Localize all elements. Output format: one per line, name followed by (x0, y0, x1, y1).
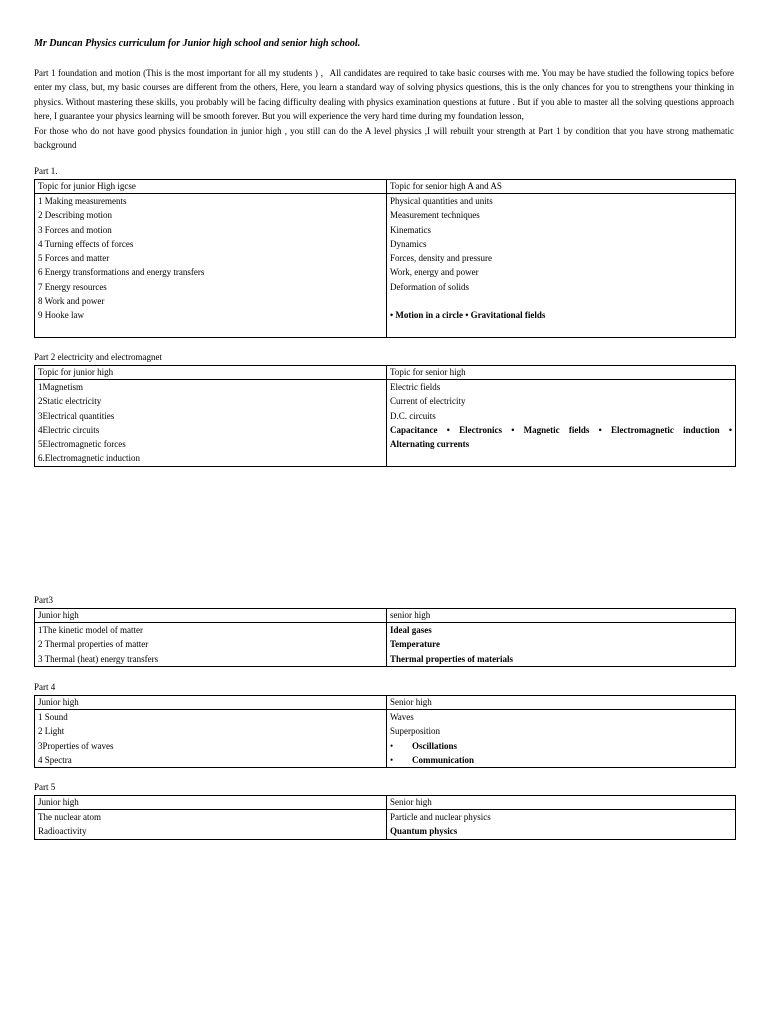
list-item: 1 Making measurements (38, 196, 127, 206)
list-item (390, 753, 732, 767)
list-item: D.C. circuits (390, 410, 436, 421)
header-senior: Senior high (387, 796, 736, 810)
senior-topics-cell (387, 194, 736, 338)
list-item-label: Oscillations (412, 740, 458, 751)
list-item-label: Communication (412, 754, 475, 765)
header-junior: Junior high (35, 796, 387, 810)
bullet-icon: • (390, 740, 394, 751)
list-item: Kinematics (390, 224, 431, 235)
list-item: Thermal properties of materials (390, 653, 514, 664)
document-title: Mr Duncan Physics curriculum for Junior high school and senior high school. (34, 38, 361, 49)
table-header-row (35, 796, 736, 810)
intro-text (34, 66, 734, 152)
junior-topics-cell (35, 810, 387, 840)
intro-paragraph-2: For those who do not have good physics foundation in junior high , you still can do the A level physics ,I will rebuilt your strength at Part 1 by condition that you have strong mathematic background (34, 125, 734, 151)
list-item: The nuclear atom (38, 812, 101, 822)
part-1-label: Part 1. (34, 166, 58, 176)
list-item: Measurement techniques (390, 210, 480, 221)
part-2-label: Part 2 electricity and electromagnet (34, 352, 162, 362)
table-header-row (35, 366, 736, 380)
list-item: 1 Sound (38, 712, 68, 722)
part-2-table (34, 365, 736, 467)
list-item: Quantum physics (390, 826, 458, 837)
header-senior: Senior high (387, 696, 736, 710)
list-item: 6 Energy transformations and energy transfers (38, 267, 205, 278)
junior-topics-cell (35, 194, 387, 338)
table-header-row (35, 609, 736, 623)
list-item: 4 Spectra (38, 754, 72, 765)
list-item: Electric fields (390, 382, 441, 392)
header-junior: Topic for junior high (35, 366, 387, 380)
list-item (390, 294, 732, 308)
header-senior: senior high (387, 609, 736, 623)
list-item: Current of electricity (390, 396, 466, 407)
table-body-row (35, 710, 736, 768)
list-item: Deformation of solids (390, 281, 469, 292)
list-item: Radioactivity (38, 826, 87, 837)
list-item: 4 Turning effects of forces (38, 238, 134, 249)
list-item: Forces, density and pressure (390, 253, 492, 264)
list-item: Waves (390, 712, 414, 722)
header-junior: Junior high (35, 696, 387, 710)
table-body-row (35, 623, 736, 667)
list-item: 1The kinetic model of matter (38, 625, 143, 635)
list-item: Dynamics (390, 238, 427, 249)
list-item: 3Electrical quantities (38, 410, 115, 421)
list-item: 7 Energy resources (38, 281, 107, 292)
list-item: 2 Describing motion (38, 210, 112, 221)
list-item: 2Static electricity (38, 396, 102, 407)
list-item: 8 Work and power (38, 296, 105, 307)
list-item: 5Electromagnetic forces (38, 439, 126, 450)
list-item: 2 Thermal properties of matter (38, 639, 149, 650)
list-item: Work, energy and power (390, 267, 479, 278)
part-4-label: Part 4 (34, 682, 56, 692)
header-junior: Junior high (35, 609, 387, 623)
intro-paragraph-1: Part 1 foundation and motion (This is the most important for all my students ) ，All candidates are required to take basic courses with me. You may be have studied the following topics before enter my class, but, my basic courses are different from the others, Here, you learn a standard way of solving physics questions, this is the only chances for you to strengthens your thinking in physics. Without mastering these skills, you probably will be facing difficulty dealing with physics examination questions at future . But if you able to master all the solving questions approach here, I guarantee your physics learning will be smooth forever. But you will experience the very hard time during my foundation lesson, (34, 68, 734, 122)
table-header-row (35, 180, 736, 194)
list-item: 9 Hooke law (38, 310, 84, 321)
header-senior: Topic for senior high A and AS (387, 180, 736, 194)
list-item: 1Magnetism (38, 382, 83, 392)
part-5-table (34, 795, 736, 840)
list-item: 5 Forces and matter (38, 253, 110, 264)
list-item: 4Electric circuits (38, 424, 100, 435)
junior-topics-cell (35, 380, 387, 467)
header-junior: Topic for junior High igcse (35, 180, 387, 194)
table-body-row (35, 194, 736, 338)
list-item: 3 Forces and motion (38, 224, 112, 235)
list-item: Physical quantities and units (390, 196, 493, 206)
part-3-label: Part3 (34, 595, 53, 605)
senior-topics-cell (387, 380, 736, 467)
junior-topics-cell (35, 623, 387, 667)
senior-topics-cell (387, 710, 736, 768)
table-body-row (35, 810, 736, 840)
senior-topics-cell (387, 623, 736, 667)
part-3-table (34, 608, 736, 667)
part-5-label: Part 5 (34, 782, 56, 792)
list-item: Capacitance • Electronics • Magnetic fields • Electromagnetic induction • (390, 424, 732, 435)
list-item: Ideal gases (390, 625, 432, 635)
table-body-row (35, 380, 736, 467)
list-item: Superposition (390, 726, 441, 737)
junior-topics-cell (35, 710, 387, 768)
list-item: 3 Thermal (heat) energy transfers (38, 653, 159, 664)
senior-topics-cell (387, 810, 736, 840)
list-item: 3Properties of waves (38, 740, 114, 751)
table-header-row (35, 696, 736, 710)
list-item: Temperature (390, 639, 440, 650)
header-senior: Topic for senior high (387, 366, 736, 380)
list-item (390, 739, 732, 753)
bullet-icon: • (390, 754, 394, 765)
list-item: 6.Electromagnetic induction (38, 453, 140, 464)
part-4-table (34, 695, 736, 768)
list-item: 2 Light (38, 726, 65, 737)
list-item: Alternating currents (390, 439, 470, 450)
part-1-table (34, 179, 736, 338)
list-item: Particle and nuclear physics (390, 812, 491, 822)
list-item: • Motion in a circle • Gravitational fields (390, 310, 546, 321)
